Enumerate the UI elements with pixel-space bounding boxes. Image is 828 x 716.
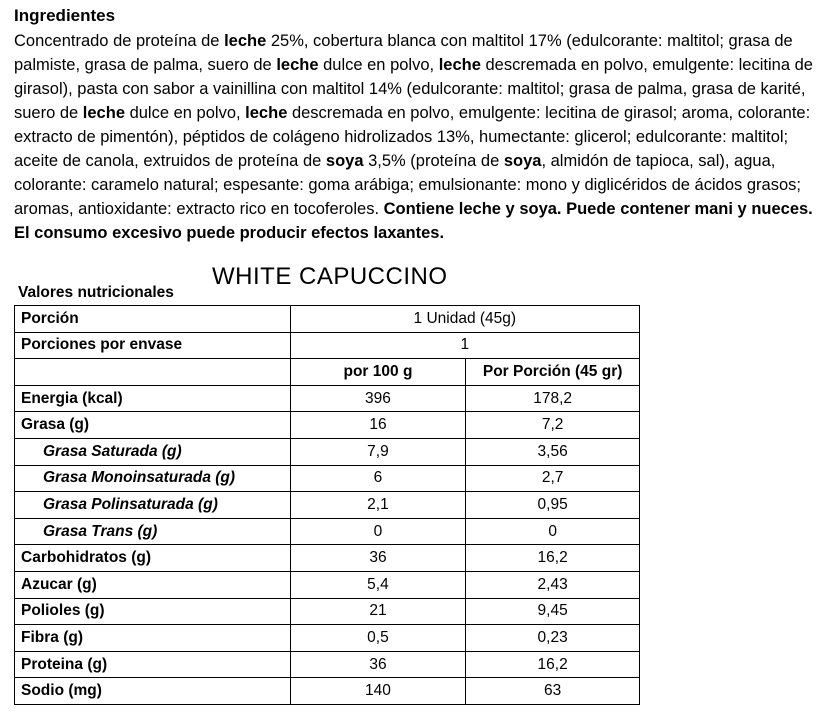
ingredient-segment: 25%, cobertura blanca con maltitol 17% (edulcorante: maltitol; grasa de palmiste, grasa de palma, suero de: [14, 32, 793, 74]
ingredient-segment: dulce en polvo,: [318, 56, 439, 74]
nutrient-name: Fibra (g): [15, 625, 291, 652]
product-title: WHITE CAPUCCINO: [212, 263, 448, 290]
ingredient-segment: Concentrado de proteína de: [14, 32, 225, 50]
nutrient-per-100g: 2,1: [290, 492, 466, 519]
ingredients-title: Ingredientes: [14, 6, 116, 25]
ingredient-segment: 3,5% (proteína de: [363, 152, 504, 170]
nutrient-name: Grasa Polinsaturada (g): [15, 492, 291, 519]
nutrient-per-portion: 0,95: [466, 492, 640, 519]
nutrient-name: Energia (kcal): [15, 385, 291, 412]
nutrient-per-100g: 6: [290, 465, 466, 492]
nutrient-name: Carbohidratos (g): [15, 545, 291, 572]
nutrient-row: [15, 545, 640, 572]
header-per-100g: por 100 g: [290, 359, 466, 386]
nutrient-name: Sodio (mg): [15, 678, 291, 705]
nutrient-per-portion: 9,45: [466, 598, 640, 625]
ingredient-highlight: leche: [276, 56, 319, 74]
nutrient-per-100g: 396: [290, 385, 466, 412]
ingredient-segment: , almidón de tapioca, sal), agua, colorante: caramelo natural; espesante: goma arábiga; emulsionante: mono y diglicéridos de ácidos grasos; aromas, antioxidante: extracto rico en tocoferoles.: [14, 152, 801, 218]
nutrient-per-100g: 5,4: [290, 571, 466, 598]
nutrition-label: Valores nutricionales: [18, 284, 174, 301]
nutrient-per-100g: 16: [290, 412, 466, 439]
portion-value: 1 Unidad (45g): [290, 306, 639, 333]
nutrient-name: Grasa (g): [15, 412, 291, 439]
ingredients-text: [14, 29, 820, 245]
ingredient-highlight: soya: [325, 152, 364, 170]
nutrient-per-portion: 3,56: [466, 438, 640, 465]
nutrient-per-portion: 2,7: [466, 465, 640, 492]
nutrition-table: [14, 305, 640, 705]
nutrient-per-portion: 178,2: [466, 385, 640, 412]
header-per-portion: Por Porción (45 gr): [466, 359, 640, 386]
nutrient-per-portion: 16,2: [466, 545, 640, 572]
ingredient-highlight: leche: [245, 104, 288, 122]
nutrient-row: [15, 598, 640, 625]
servings-row: [15, 332, 640, 359]
nutrient-row: [15, 625, 640, 652]
nutrient-per-portion: 63: [466, 678, 640, 705]
nutrient-per-portion: 0: [466, 518, 640, 545]
nutrient-name: Polioles (g): [15, 598, 291, 625]
nutrient-per-100g: 36: [290, 545, 466, 572]
nutrient-name: Proteina (g): [15, 651, 291, 678]
nutrient-row: [15, 385, 640, 412]
ingredient-segment: dulce en polvo,: [125, 104, 246, 122]
nutrient-name: Grasa Saturada (g): [15, 438, 291, 465]
nutrient-name: Grasa Monoinsaturada (g): [15, 465, 291, 492]
nutrient-per-portion: 16,2: [466, 651, 640, 678]
portion-row: [15, 306, 640, 333]
ingredient-segment: descremada en polvo, emulgente: lecitina de girasol), pasta con sabor a vainillina con maltitol 14% (edulcorante: maltitol; grasa de palma, grasa de karité, suero de: [14, 56, 813, 122]
nutrient-row: [15, 678, 640, 705]
nutrient-name: Azucar (g): [15, 571, 291, 598]
column-header-row: [15, 359, 640, 386]
nutrient-per-portion: 0,23: [466, 625, 640, 652]
servings-label: Porciones por envase: [15, 332, 291, 359]
ingredient-highlight: leche: [224, 32, 267, 50]
nutrient-row: [15, 651, 640, 678]
nutrient-row: [15, 492, 640, 519]
nutrient-per-100g: 21: [290, 598, 466, 625]
ingredient-segment: descremada en polvo, emulgente: lecitina de girasol; aroma, colorante: extracto de pimentón), péptidos de colágeno hidrolizados 13%, humectante: glicerol; edulcorante: maltitol; aceite de canola, extruidos de proteína de: [14, 104, 811, 170]
servings-value: 1: [290, 332, 639, 359]
nutrient-per-100g: 140: [290, 678, 466, 705]
nutrient-per-portion: 2,43: [466, 571, 640, 598]
nutrient-per-100g: 7,9: [290, 438, 466, 465]
ingredient-highlight: soya: [503, 152, 542, 170]
nutrient-per-100g: 0,5: [290, 625, 466, 652]
ingredient-highlight: Contiene leche y soya. Puede contener mani y nueces. El consumo excesivo puede producir efectos laxantes.: [14, 200, 813, 242]
nutrient-row: [15, 518, 640, 545]
ingredient-highlight: leche: [438, 56, 481, 74]
nutrient-per-100g: 36: [290, 651, 466, 678]
nutrient-name: Grasa Trans (g): [15, 518, 291, 545]
nutrient-row: [15, 412, 640, 439]
header-empty-cell: [15, 359, 291, 386]
nutrient-row: [15, 571, 640, 598]
nutrient-row: [15, 465, 640, 492]
ingredient-highlight: leche: [82, 104, 125, 122]
nutrient-per-100g: 0: [290, 518, 466, 545]
portion-label: Porción: [15, 306, 291, 333]
nutrient-per-portion: 7,2: [466, 412, 640, 439]
nutrient-row: [15, 438, 640, 465]
